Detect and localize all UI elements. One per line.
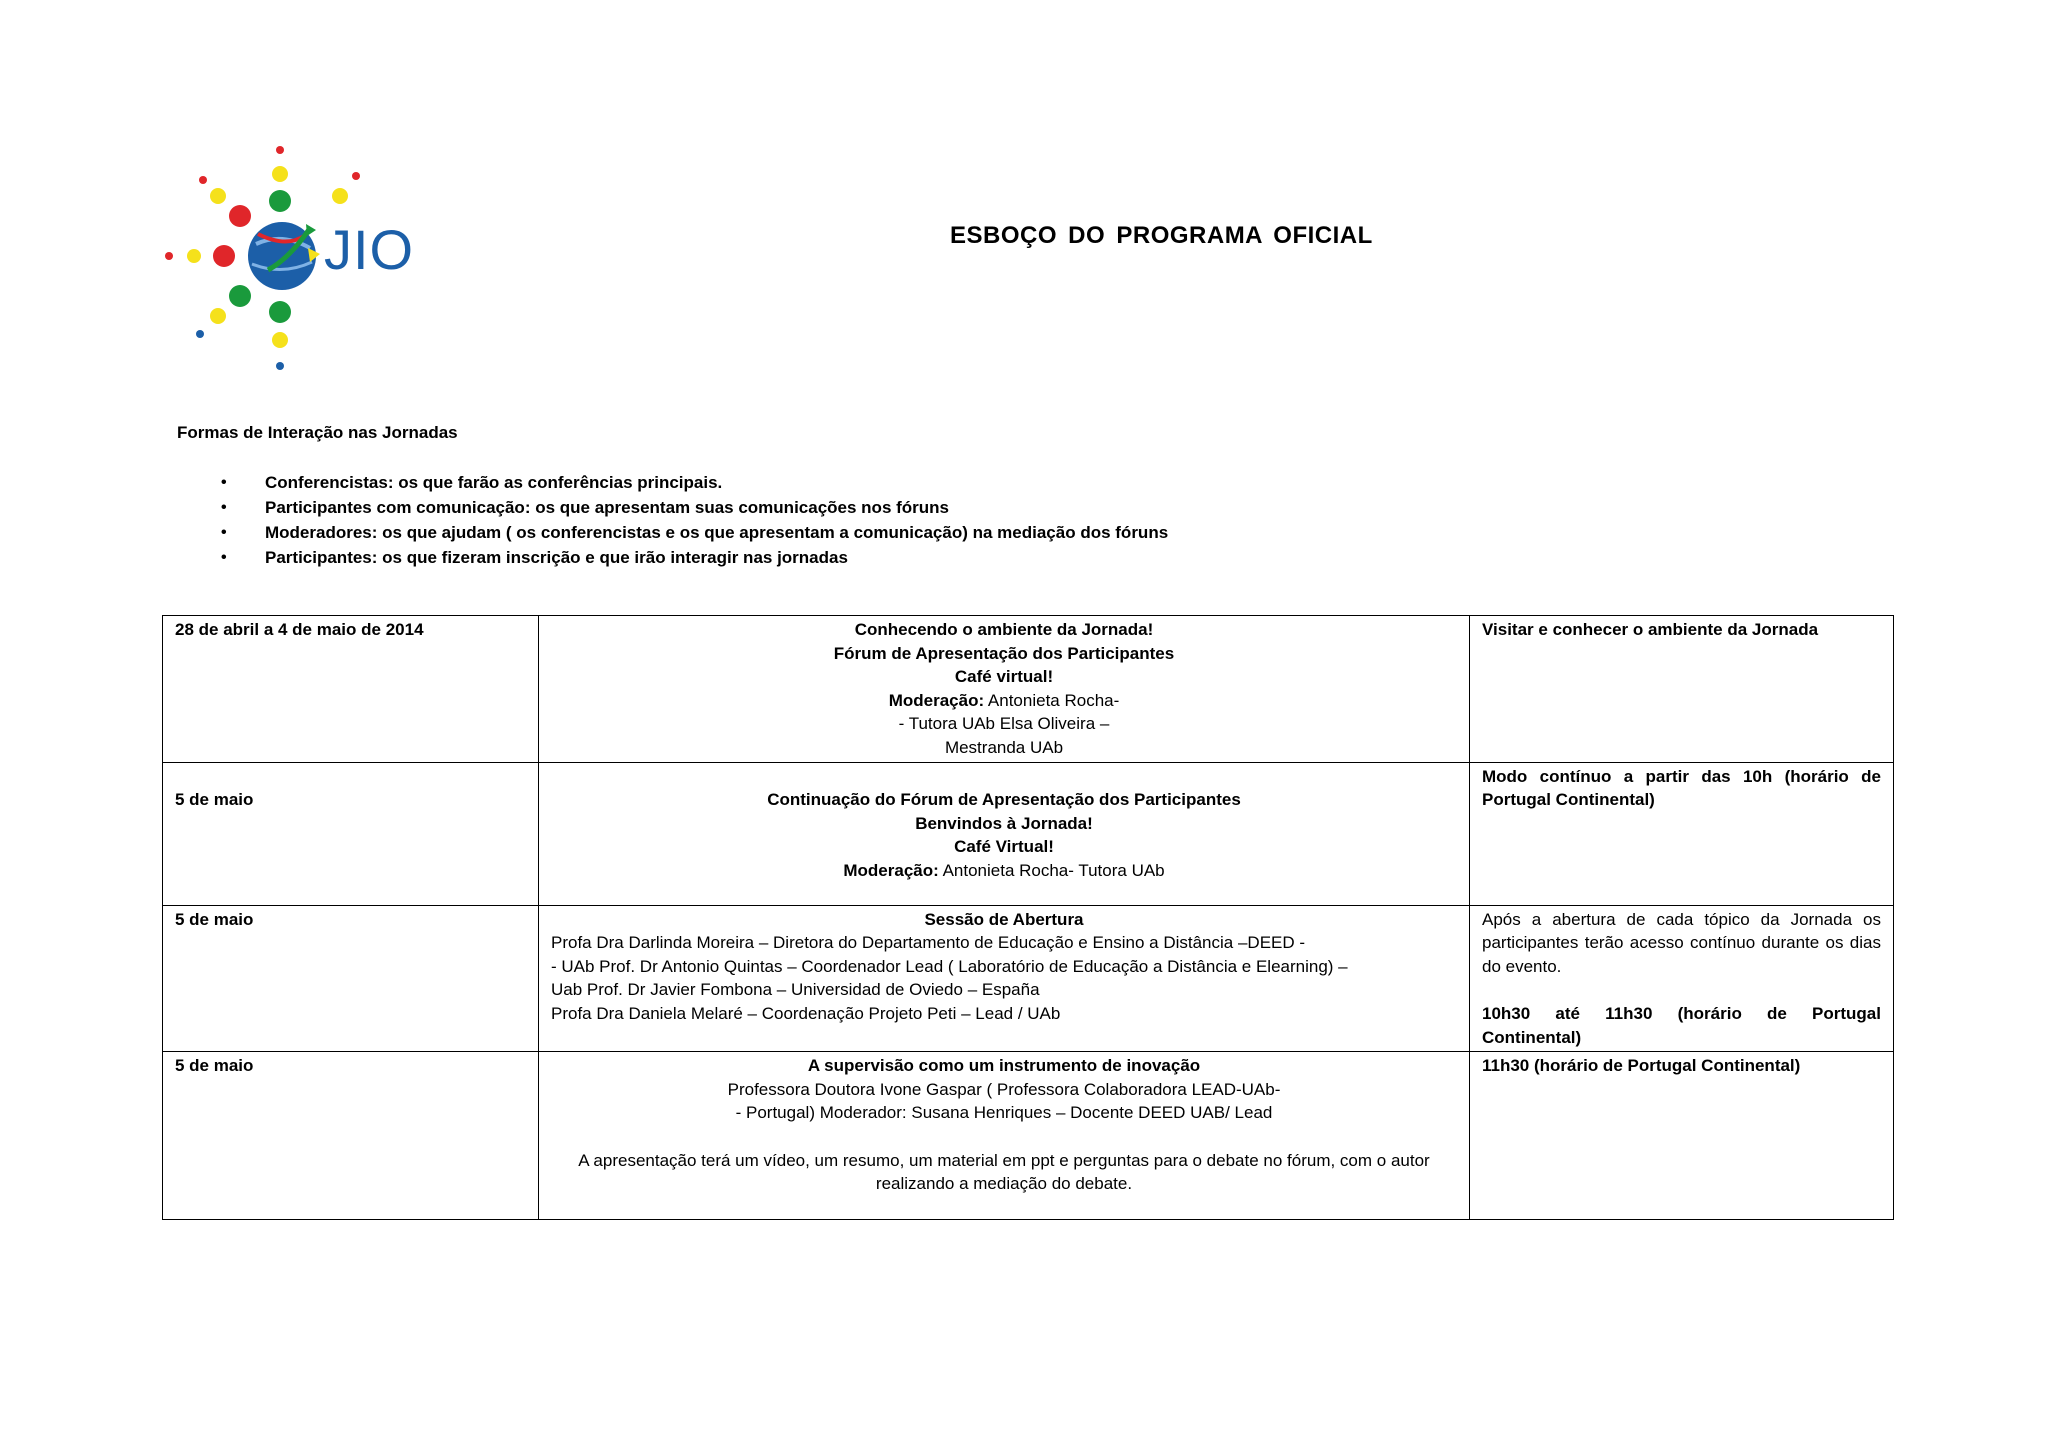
note-text: 11h30 (horário de Portugal Continental) [1482,1056,1801,1076]
session-line: - Tutora UAb Elsa Oliveira – [898,714,1110,734]
note-text: Visitar e conhecer o ambiente da Jornada [1482,620,1819,639]
session-cell [539,616,1470,763]
session-line: Professora Doutora Ivone Gaspar ( Professora Colaboradora LEAD-UAb- [727,1079,1281,1099]
table-row [163,616,1894,763]
note-paragraph: Após a abertura de cada tópico da Jornada os participantes terão acesso contínuo durante os dias do evento. [1482,909,1881,976]
list-item-term: Participantes com comunicação: [265,498,531,517]
session-line: Mestranda UAb [944,737,1064,757]
note-cell [1470,616,1894,763]
session-cell [539,1052,1470,1220]
session-cell [539,905,1470,1052]
date-cell [163,616,539,763]
bullet-icon: • [221,474,227,491]
schedule-table [162,615,1894,1220]
jio-logo-text: JIO [324,218,415,281]
session-line: Profa Dra Daniela Melaré – Coordenação Projeto Peti – Lead / UAb [551,1003,1061,1023]
session-line: - UAb Prof. Dr Antonio Quintas – Coordenador Lead ( Laboratório de Educação a Distância e Elearning) – [551,956,1348,976]
list-item [215,495,1168,520]
note-cell [1470,1052,1894,1220]
list-item-text: os que apresentam suas comunicações nos fóruns [530,498,950,517]
date-text: 5 de maio [175,1056,254,1076]
session-title: A supervisão como um instrumento de inovação [807,1056,1201,1076]
date-text: 5 de maio [175,909,254,929]
moderation-text: Antonieta Rocha- [984,690,1120,710]
session-line: Café virtual! [954,667,1054,687]
session-line: Fórum de Apresentação dos Participantes [833,643,1175,663]
session-line: Profa Dra Darlinda Moreira – Diretora do Departamento de Educação e Ensino a Distância –DEED - [551,933,1306,953]
note-cell [1470,762,1894,905]
note-cell [1470,905,1894,1052]
moderation-label: Moderação: [888,690,985,710]
table-row [163,1052,1894,1220]
session-line: A apresentação terá um vídeo, um resumo, um material em ppt e perguntas para o debate no fórum, com o autor realizando a mediação do debate. [578,1150,1430,1194]
date-cell [163,1052,539,1220]
note-text: Modo contínuo a partir das 10h (horário de Portugal Continental) [1482,766,1881,810]
list-item [215,520,1168,545]
bullet-icon: • [221,499,227,516]
bullet-icon: • [221,549,227,566]
date-text: 5 de maio [175,790,254,810]
table-row [163,905,1894,1052]
note-paragraph: 10h30 até 11h30 (horário de Portugal Continental) [1482,1003,1881,1047]
session-line: Café Virtual! [954,837,1054,857]
list-item [215,470,1168,495]
table-row [163,762,1894,905]
date-cell [163,905,539,1052]
interaction-heading: Formas de Interação nas Jornadas [177,423,458,442]
jio-logo [160,140,440,380]
moderation-label: Moderação: [843,860,939,880]
document-title: ESBOÇO DO PROGRAMA OFICIAL [950,222,1373,249]
session-line: Uab Prof. Dr Javier Fombona – Universidad de Oviedo – España [551,980,1040,1000]
date-cell [163,762,539,905]
interaction-list [215,470,1168,570]
list-item-text: os que ajudam ( os conferencistas e os que apresentam a comunicação) na mediação dos fóruns [377,523,1169,542]
session-title: Sessão de Abertura [924,909,1084,929]
session-line: Conhecendo o ambiente da Jornada! [854,620,1154,639]
list-item-term: Conferencistas: [265,473,394,492]
session-cell [539,762,1470,905]
list-item-text: os que fizeram inscrição e que irão interagir nas jornadas [377,548,848,567]
moderation-text: Antonieta Rocha- Tutora UAb [938,860,1165,880]
bullet-icon: • [221,524,227,541]
session-line: Benvindos à Jornada! [915,813,1093,833]
list-item-term: Participantes: [265,548,378,567]
session-line: - Portugal) Moderador: Susana Henriques – Docente DEED UAB/ Lead [735,1103,1273,1123]
list-item-text: os que farão as conferências principais. [393,473,723,492]
session-line: Continuação do Fórum de Apresentação dos Participantes [767,790,1241,810]
list-item [215,545,1168,570]
list-item-term: Moderadores: [265,523,378,542]
date-text: 28 de abril a 4 de maio de 2014 [175,620,424,639]
